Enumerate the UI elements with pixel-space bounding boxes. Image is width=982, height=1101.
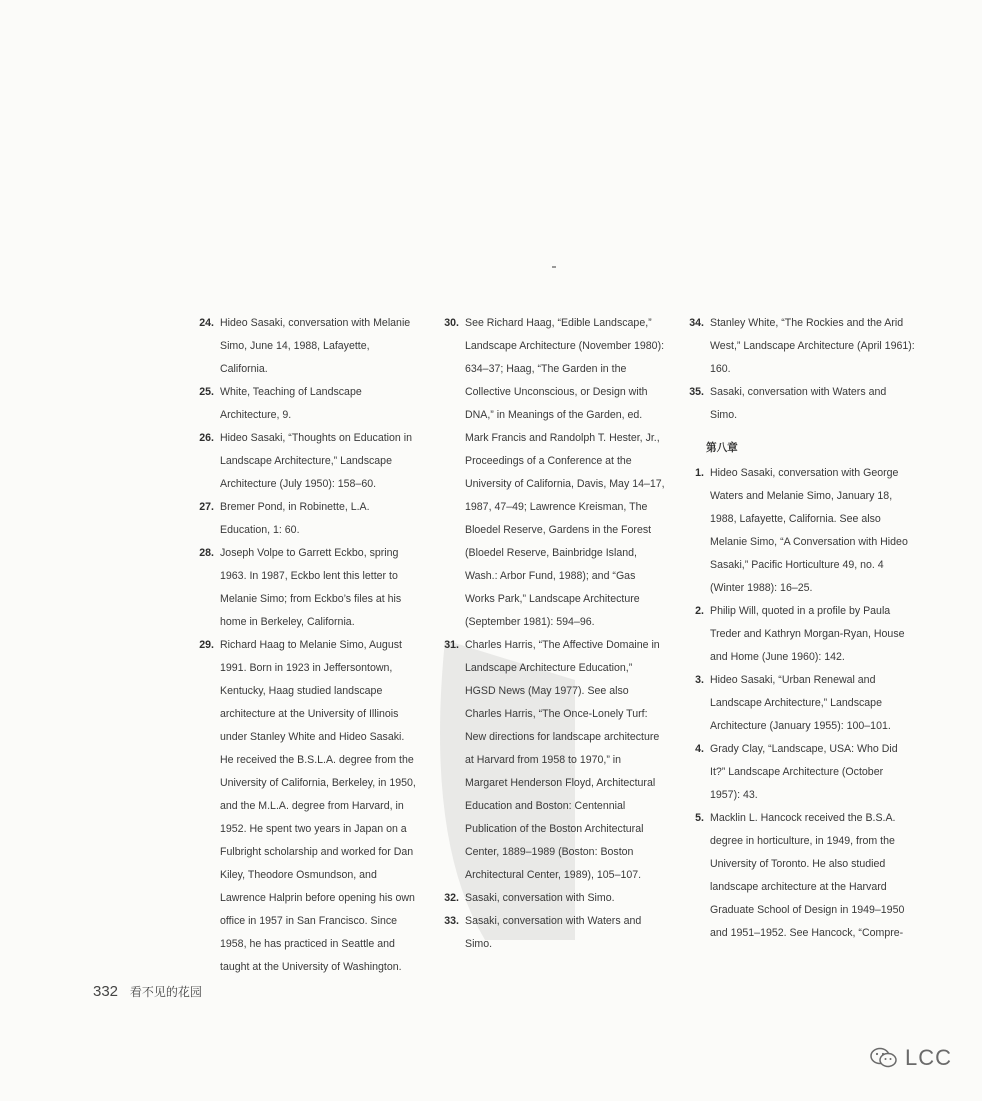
endnote-text: White, Teaching of Landscape Architecture, 9. xyxy=(220,386,362,421)
endnote xyxy=(435,634,665,887)
endnote xyxy=(190,312,420,381)
endnote xyxy=(435,887,665,910)
endnote xyxy=(190,634,420,979)
page-footer xyxy=(93,983,202,1000)
endnote-number: 34. xyxy=(689,317,704,329)
notes-column-2 xyxy=(435,312,665,956)
endnote-number: 31. xyxy=(444,639,459,651)
endnote-number: 35. xyxy=(689,386,704,398)
endnote-number: 2. xyxy=(695,605,704,617)
endnote-number: 24. xyxy=(199,317,214,329)
endnote-text: Sasaki, conversation with Waters and Simo. xyxy=(465,915,642,950)
endnote-number: 27. xyxy=(199,501,214,513)
scan-mark xyxy=(552,266,556,268)
endnote xyxy=(435,910,665,956)
endnote-text: Grady Clay, “Landscape, USA: Who Did It?” Landscape Architecture (October 1957): 43. xyxy=(710,743,898,801)
endnote-text: Bremer Pond, in Robinette, L.A. Education, 1: 60. xyxy=(220,501,370,536)
endnote-text: See Richard Haag, “Edible Landscape,” Landscape Architecture (November 1980): 634–37; Haag, “The Garden in the Collective Unconscious, or Design with DNA,” in Meanings of the Garden, ed. Mark Francis and Randolph T. Hester, Jr., Proceedings of a Conference at the University of California, Davis, May 14–17, 1987, 47–49; Lawrence Kreisman, The Bloedel Reserve, Gardens in the Forest (Bloedel Reserve, Bainbridge Island, Wash.: Arbor Fund, 1988); and “Gas Works Park,” Landscape Architecture (September 1981): 594–96. xyxy=(465,317,665,628)
page-number: 332 xyxy=(93,983,119,1000)
endnote xyxy=(680,600,915,669)
endnote xyxy=(680,312,915,381)
endnote-text: Philip Will, quoted in a profile by Paula Treder and Kathryn Morgan-Ryan, House and Home (June 1960): 142. xyxy=(710,605,905,663)
book-title: 看不见的花园 xyxy=(129,985,202,999)
endnote-number: 26. xyxy=(199,432,214,444)
endnote xyxy=(680,669,915,738)
endnote-text: Charles Harris, “The Affective Domaine in Landscape Architecture Education,” HGSD News (May 1977). See also Charles Harris, “The Once-Lonely Turf: New directions for landscape architecture at Harvard from 1958 to 1970,” in Margaret Henderson Floyd, Architectural Education and Boston: Centennial Publication of the Boston Architectural Center, 1889–1989 (Boston: Boston Architectural Center, 1989), 105–107. xyxy=(465,639,660,881)
endnote xyxy=(680,807,915,945)
endnote xyxy=(680,462,915,600)
endnote-number: 30. xyxy=(444,317,459,329)
endnote-text: Hideo Sasaki, “Thoughts on Education in Landscape Architecture,” Landscape Architecture (July 1950): 158–60. xyxy=(220,432,412,490)
endnote-number: 25. xyxy=(199,386,214,398)
brand-label: LCC xyxy=(904,1045,952,1070)
endnote-number: 32. xyxy=(444,892,459,904)
endnote xyxy=(190,542,420,634)
endnote xyxy=(435,312,665,634)
notes-column-1 xyxy=(190,312,420,979)
endnote-text: Richard Haag to Melanie Simo, August 1991. Born in 1923 in Jeffersontown, Kentucky, Haag studied landscape architecture at the University of Illinois under Stanley White and Hideo Sasaki. He received the B.S.L.A. degree from the University of California, Berkeley, in 1950, and the M.L.A. degree from Harvard, in 1952. He spent two years in Japan on a Fulbright scholarship and worked for Dan Kiley, Theodore Osmundson, and Lawrence Halprin before opening his own office in 1957 in San Francisco. Since 1958, he has practiced in Seattle and taught at the University of Washington. xyxy=(220,639,416,973)
endnote-number: 3. xyxy=(695,674,704,686)
endnote-text: Hideo Sasaki, “Urban Renewal and Landscape Architecture,” Landscape Architecture (January 1955): 100–101. xyxy=(710,674,891,732)
endnote xyxy=(680,381,915,427)
endnote xyxy=(190,427,420,496)
endnote xyxy=(680,738,915,807)
endnote-number: 33. xyxy=(444,915,459,927)
endnote-text: Hideo Sasaki, conversation with George Waters and Melanie Simo, January 18, 1988, Lafayette, California. See also Melanie Simo, “A Conversation with Hideo Sasaki,” Pacific Horticulture 49, no. 4 (Winter 1988): 16–25. xyxy=(710,467,908,594)
chapter-heading: 第八章 xyxy=(706,442,738,454)
endnote-number: 29. xyxy=(199,639,214,651)
endnote-text: Sasaki, conversation with Waters and Simo. xyxy=(710,386,887,421)
endnote-text: Macklin L. Hancock received the B.S.A. degree in horticulture, in 1949, from the University of Toronto. He also studied landscape architecture at the Harvard Graduate School of Design in 1949–1950 and 1951–1952. See Hancock, “Compre- xyxy=(710,812,905,939)
endnote-text: Hideo Sasaki, conversation with Melanie Simo, June 14, 1988, Lafayette, California. xyxy=(220,317,411,375)
endnote-text: Joseph Volpe to Garrett Eckbo, spring 1963. In 1987, Eckbo lent this letter to Melanie Simo; from Eckbo’s files at his home in Berkeley, California. xyxy=(220,547,402,628)
endnote-text: Sasaki, conversation with Simo. xyxy=(465,892,615,904)
endnote-number: 4. xyxy=(695,743,704,755)
notes-column-3 xyxy=(680,312,915,945)
wechat-icon xyxy=(869,1046,899,1070)
brand-mark xyxy=(869,1045,952,1071)
endnote-text: Stanley White, “The Rockies and the Arid West,” Landscape Architecture (April 1961): 160. xyxy=(710,317,915,375)
endnote xyxy=(190,496,420,542)
endnote-number: 1. xyxy=(695,467,704,479)
endnote xyxy=(190,381,420,427)
endnote-number: 28. xyxy=(199,547,214,559)
endnote-number: 5. xyxy=(695,812,704,824)
